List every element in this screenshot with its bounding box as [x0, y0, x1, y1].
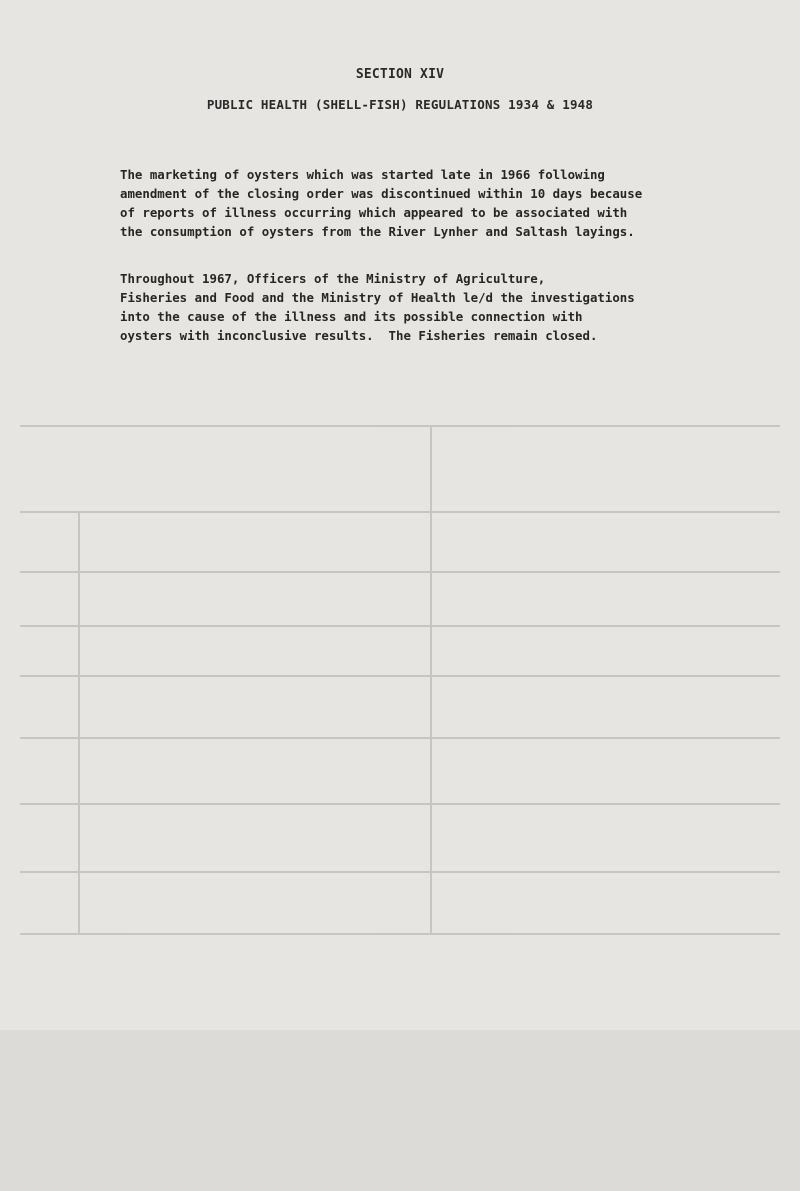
show-through-table [20, 425, 780, 937]
paragraph-line: Fisheries and Food and the Ministry of Health le/d the investigations [120, 290, 635, 305]
section-title: SECTION XIV [355, 67, 445, 82]
paragraph-line: into the cause of the illness and its possible connection with [120, 309, 583, 324]
paragraph-marketing [120, 165, 770, 241]
paragraph-line: the consumption of oysters from the River Lynher and Saltash layings. [120, 224, 635, 239]
paragraph-line: The marketing of oysters which was started late in 1966 following [120, 167, 605, 182]
regulations-title: PUBLIC HEALTH (SHELL-FISH) REGULATIONS 1934 & 1948 [206, 97, 594, 112]
paragraph-line: Throughout 1967, Officers of the Ministry of Agriculture, [120, 271, 546, 286]
scan-margin [0, 1030, 800, 1191]
paragraph-investigations [120, 269, 770, 345]
paragraph-line: oysters with inconclusive results. The Fisheries remain closed. [120, 328, 598, 343]
paragraph-line: of reports of illness occurring which appeared to be associated with [120, 205, 628, 220]
paragraph-line: amendment of the closing order was discontinued within 10 days because [120, 186, 643, 201]
